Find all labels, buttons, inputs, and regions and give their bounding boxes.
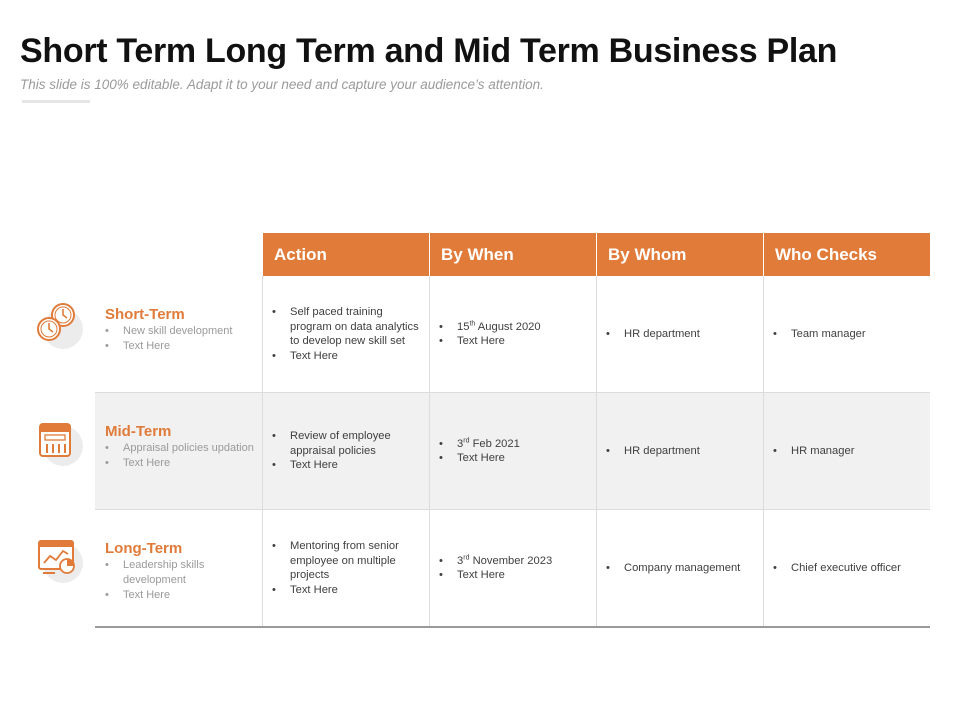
- list-item: • Mentoring from senior employee on multiple projects: [272, 539, 421, 583]
- list-item: • Chief executive officer: [773, 561, 901, 576]
- by-when-cell: [429, 276, 596, 392]
- clocks-icon: [35, 301, 79, 345]
- list-item: • Team manager: [773, 327, 866, 342]
- list-item: • HR manager: [773, 444, 854, 459]
- by-whom-cell: [596, 510, 763, 626]
- term-title: Long-Term: [105, 540, 183, 557]
- list-item: • 15th August 2020: [439, 320, 541, 335]
- list-item: • Text Here: [439, 451, 520, 466]
- table-row: [95, 510, 930, 628]
- term-cell: [95, 276, 262, 392]
- table-row: [95, 393, 930, 510]
- action-cell: [262, 276, 429, 392]
- list-item: • Text Here: [105, 456, 255, 471]
- who-checks-cell: [763, 393, 930, 509]
- header-by-when: By When: [429, 233, 596, 276]
- header-action: Action: [262, 233, 429, 276]
- list-item: • Leadership skills development: [105, 558, 255, 588]
- table-row: [95, 276, 930, 393]
- business-plan-table: [95, 233, 930, 628]
- header-who-checks: Who Checks: [763, 233, 930, 276]
- list-item: • 3rd Feb 2021: [439, 437, 520, 452]
- list-item: • Text Here: [439, 334, 541, 349]
- term-title: Short-Term: [105, 306, 185, 323]
- list-item: • Company management: [606, 561, 740, 576]
- term-points: [105, 324, 255, 354]
- action-cell: [262, 510, 429, 626]
- list-item: • Appraisal policies updation: [105, 441, 255, 456]
- analytics-screen-icon: [35, 535, 79, 579]
- list-item: • Text Here: [439, 568, 552, 583]
- term-points: [105, 558, 255, 603]
- by-whom-cell: [596, 393, 763, 509]
- list-item: • Text Here: [272, 458, 421, 473]
- by-whom-cell: [596, 276, 763, 392]
- list-item: • New skill development: [105, 324, 255, 339]
- header-by-whom: By Whom: [596, 233, 763, 276]
- term-title: Mid-Term: [105, 423, 172, 440]
- list-item: • Self paced training program on data analytics to develop new skill set: [272, 305, 421, 349]
- list-item: • HR department: [606, 444, 700, 459]
- list-item: • Text Here: [105, 339, 255, 354]
- slide-subtitle: This slide is 100% editable. Adapt it to your need and capture your audience’s attention.: [20, 77, 544, 92]
- slide-title: Short Term Long Term and Mid Term Business Plan: [20, 32, 838, 70]
- term-cell: [95, 510, 262, 626]
- subtitle-divider: [22, 100, 90, 103]
- list-item: • Text Here: [105, 588, 255, 603]
- list-item: • 3rd November 2023: [439, 554, 552, 569]
- list-item: • Text Here: [272, 349, 421, 364]
- by-when-cell: [429, 393, 596, 509]
- table-header-row: [95, 233, 930, 276]
- list-item: • Review of employee appraisal policies: [272, 429, 421, 458]
- action-cell: [262, 393, 429, 509]
- list-item: • Text Here: [272, 583, 421, 598]
- who-checks-cell: [763, 510, 930, 626]
- term-points: [105, 441, 255, 471]
- calendar-icon: [35, 418, 79, 462]
- who-checks-cell: [763, 276, 930, 392]
- by-when-cell: [429, 510, 596, 626]
- term-cell: [95, 393, 262, 509]
- list-item: • HR department: [606, 327, 700, 342]
